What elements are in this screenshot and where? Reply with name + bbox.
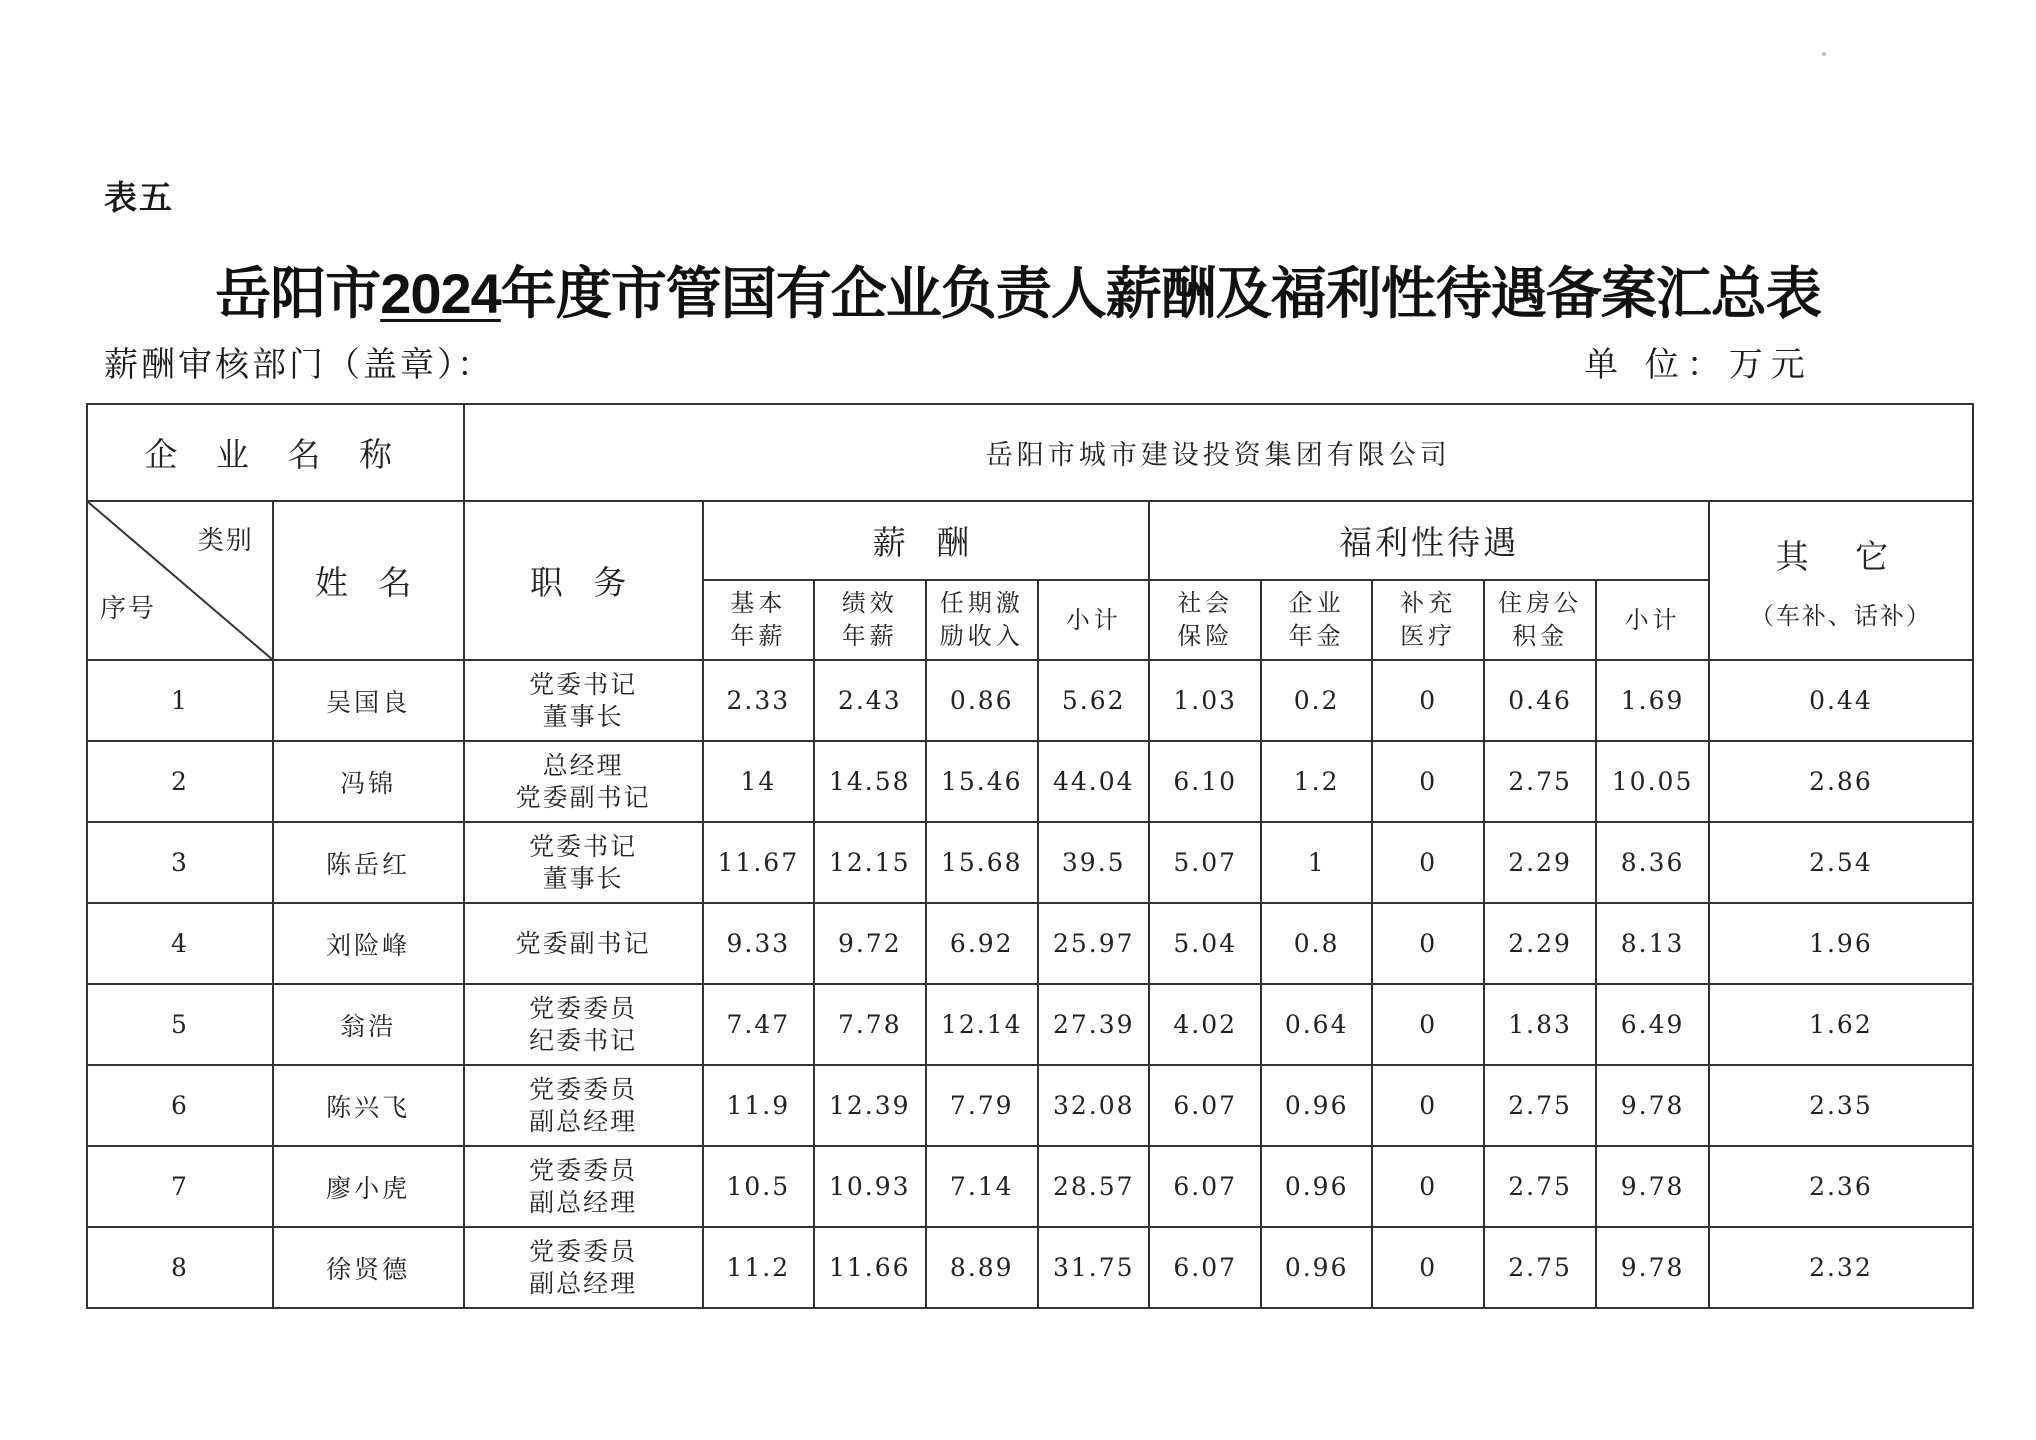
salary-col-header bbox=[814, 580, 925, 660]
name-cell: 廖小虎 bbox=[273, 1146, 464, 1227]
other-title: 其 它 bbox=[1775, 536, 1907, 576]
header-group-row bbox=[87, 501, 1973, 580]
other-allowance-cell: 2.36 bbox=[1709, 1146, 1973, 1227]
col-header-line: 企业 bbox=[1288, 589, 1345, 617]
welfare-col-header bbox=[1372, 580, 1483, 660]
salary-subtotal-cell: 31.75 bbox=[1038, 1227, 1149, 1308]
salary-group-header: 薪 酬 bbox=[703, 501, 1150, 580]
performance-salary-cell: 9.72 bbox=[814, 903, 925, 984]
department-label: 薪酬审核部门（盖章）： bbox=[104, 345, 494, 385]
performance-salary-cell: 11.66 bbox=[814, 1227, 925, 1308]
table-body bbox=[87, 660, 1973, 1308]
annuity-cell: 0.8 bbox=[1261, 903, 1372, 984]
welfare-col-header bbox=[1149, 580, 1260, 660]
other-allowance-cell: 1.96 bbox=[1709, 903, 1973, 984]
housing-fund-cell: 2.75 bbox=[1484, 1227, 1596, 1308]
supplementary-medical-cell: 0 bbox=[1372, 660, 1483, 741]
col-header-line: 小计 bbox=[1624, 605, 1681, 634]
welfare-subtotal-cell: 9.78 bbox=[1596, 1146, 1708, 1227]
supplementary-medical-cell: 0 bbox=[1372, 984, 1483, 1065]
name-cell: 徐贤德 bbox=[273, 1227, 464, 1308]
col-header-line: 补充 bbox=[1400, 589, 1457, 617]
salary-subtotal-cell: 28.57 bbox=[1038, 1146, 1149, 1227]
welfare-subtotal-cell: 8.13 bbox=[1596, 903, 1708, 984]
social-insurance-cell: 5.07 bbox=[1149, 822, 1260, 903]
position-cell bbox=[464, 741, 703, 822]
position-line: 党委委员 bbox=[529, 1236, 638, 1266]
other-subtitle: （车补、话补） bbox=[1749, 601, 1932, 630]
col-header-line: 任期激 bbox=[939, 589, 1024, 617]
performance-salary-cell: 7.78 bbox=[814, 984, 925, 1065]
other-allowance-cell: 2.32 bbox=[1709, 1227, 1973, 1308]
welfare-subtotal-cell: 9.78 bbox=[1596, 1227, 1708, 1308]
position-header: 职 务 bbox=[464, 501, 703, 660]
housing-fund-cell: 2.29 bbox=[1484, 822, 1596, 903]
col-header-line: 医疗 bbox=[1400, 622, 1457, 650]
welfare-subtotal-cell: 9.78 bbox=[1596, 1065, 1708, 1146]
housing-fund-cell: 1.83 bbox=[1484, 984, 1596, 1065]
seq-cell: 1 bbox=[87, 660, 273, 741]
base-salary-cell: 11.9 bbox=[703, 1065, 814, 1146]
col-header-line: 积金 bbox=[1512, 622, 1569, 650]
col-header-line: 小计 bbox=[1065, 605, 1122, 634]
social-insurance-cell: 6.07 bbox=[1149, 1227, 1260, 1308]
company-row bbox=[87, 404, 1973, 501]
position-line: 董事长 bbox=[542, 701, 624, 731]
title-prefix: 岳阳市 bbox=[215, 262, 381, 327]
seq-cell: 2 bbox=[87, 741, 273, 822]
col-header-line: 保险 bbox=[1177, 622, 1234, 650]
base-salary-cell: 7.47 bbox=[703, 984, 814, 1065]
table-row bbox=[87, 822, 1973, 903]
position-cell bbox=[464, 984, 703, 1065]
name-cell: 翁浩 bbox=[273, 984, 464, 1065]
performance-salary-cell: 2.43 bbox=[814, 660, 925, 741]
base-salary-cell: 11.67 bbox=[703, 822, 814, 903]
unit-label: 单 位：万元 bbox=[1584, 345, 1813, 385]
position-line: 纪委书记 bbox=[529, 1025, 638, 1055]
housing-fund-cell: 0.46 bbox=[1484, 660, 1596, 741]
salary-subtotal-cell: 25.97 bbox=[1038, 903, 1149, 984]
name-cell: 陈岳红 bbox=[273, 822, 464, 903]
welfare-col-header bbox=[1484, 580, 1596, 660]
tenure-incentive-cell: 7.14 bbox=[926, 1146, 1038, 1227]
base-salary-cell: 9.33 bbox=[703, 903, 814, 984]
base-salary-cell: 11.2 bbox=[703, 1227, 814, 1308]
salary-subtotal-cell: 32.08 bbox=[1038, 1065, 1149, 1146]
seq-cell: 7 bbox=[87, 1146, 273, 1227]
tenure-incentive-cell: 7.79 bbox=[926, 1065, 1038, 1146]
name-cell: 吴国良 bbox=[273, 660, 464, 741]
position-line: 副总经理 bbox=[529, 1106, 638, 1136]
performance-salary-cell: 12.39 bbox=[814, 1065, 925, 1146]
title-year: 2024 bbox=[380, 262, 501, 325]
welfare-subtotal-cell: 1.69 bbox=[1596, 660, 1708, 741]
col-header-line: 年金 bbox=[1288, 622, 1345, 650]
tenure-incentive-cell: 15.46 bbox=[926, 741, 1038, 822]
tenure-incentive-cell: 15.68 bbox=[926, 822, 1038, 903]
position-line: 副总经理 bbox=[529, 1187, 638, 1217]
position-line: 党委委员 bbox=[529, 1074, 638, 1104]
seq-cell: 5 bbox=[87, 984, 273, 1065]
tenure-incentive-cell: 6.92 bbox=[926, 903, 1038, 984]
seq-label: 序号 bbox=[100, 594, 157, 624]
company-label: 企 业 名 称 bbox=[87, 404, 464, 501]
tenure-incentive-cell: 0.86 bbox=[926, 660, 1038, 741]
other-allowance-cell: 1.62 bbox=[1709, 984, 1973, 1065]
table-row bbox=[87, 984, 1973, 1065]
col-header-line: 社会 bbox=[1177, 589, 1234, 617]
seq-cell: 4 bbox=[87, 903, 273, 984]
supplementary-medical-cell: 0 bbox=[1372, 1146, 1483, 1227]
salary-col-header bbox=[926, 580, 1038, 660]
scan-dot bbox=[1822, 52, 1826, 56]
table-row bbox=[87, 1227, 1973, 1308]
welfare-col-header bbox=[1596, 580, 1708, 660]
position-line: 党委委员 bbox=[529, 1155, 638, 1185]
salary-subtotal-cell: 39.5 bbox=[1038, 822, 1149, 903]
title-suffix: 年度市管国有企业负责人薪酬及福利性待遇备案汇总表 bbox=[500, 262, 1821, 327]
base-salary-cell: 2.33 bbox=[703, 660, 814, 741]
social-insurance-cell: 6.07 bbox=[1149, 1065, 1260, 1146]
position-line: 党委书记 bbox=[529, 831, 638, 861]
position-cell bbox=[464, 660, 703, 741]
col-header-line: 励收入 bbox=[939, 622, 1024, 650]
position-line: 总经理 bbox=[542, 750, 624, 780]
document-title bbox=[0, 250, 2036, 330]
seq-cell: 8 bbox=[87, 1227, 273, 1308]
performance-salary-cell: 12.15 bbox=[814, 822, 925, 903]
supplementary-medical-cell: 0 bbox=[1372, 822, 1483, 903]
position-cell bbox=[464, 1227, 703, 1308]
tenure-incentive-cell: 12.14 bbox=[926, 984, 1038, 1065]
performance-salary-cell: 10.93 bbox=[814, 1146, 925, 1227]
social-insurance-cell: 4.02 bbox=[1149, 984, 1260, 1065]
position-line: 董事长 bbox=[542, 863, 624, 893]
salary-subtotal-cell: 44.04 bbox=[1038, 741, 1149, 822]
table-row bbox=[87, 1065, 1973, 1146]
table-row bbox=[87, 741, 1973, 822]
position-cell bbox=[464, 1065, 703, 1146]
position-cell bbox=[464, 822, 703, 903]
welfare-subtotal-cell: 6.49 bbox=[1596, 984, 1708, 1065]
salary-col-header bbox=[703, 580, 814, 660]
salary-col-header bbox=[1038, 580, 1149, 660]
col-header-line: 基本 bbox=[730, 589, 787, 617]
other-allowance-cell: 0.44 bbox=[1709, 660, 1973, 741]
col-header-line: 年薪 bbox=[730, 622, 787, 650]
annuity-cell: 0.96 bbox=[1261, 1146, 1372, 1227]
annuity-cell: 1.2 bbox=[1261, 741, 1372, 822]
position-line: 党委副书记 bbox=[515, 782, 651, 812]
welfare-group-header: 福利性待遇 bbox=[1149, 501, 1708, 580]
housing-fund-cell: 2.29 bbox=[1484, 903, 1596, 984]
supplementary-medical-cell: 0 bbox=[1372, 741, 1483, 822]
tenure-incentive-cell: 8.89 bbox=[926, 1227, 1038, 1308]
social-insurance-cell: 6.10 bbox=[1149, 741, 1260, 822]
annuity-cell: 0.64 bbox=[1261, 984, 1372, 1065]
category-seq-header bbox=[87, 501, 273, 660]
welfare-col-header bbox=[1261, 580, 1372, 660]
social-insurance-cell: 1.03 bbox=[1149, 660, 1260, 741]
supplementary-medical-cell: 0 bbox=[1372, 1227, 1483, 1308]
housing-fund-cell: 2.75 bbox=[1484, 741, 1596, 822]
seq-cell: 6 bbox=[87, 1065, 273, 1146]
annuity-cell: 0.2 bbox=[1261, 660, 1372, 741]
seq-cell: 3 bbox=[87, 822, 273, 903]
annuity-cell: 1 bbox=[1261, 822, 1372, 903]
position-line: 党委委员 bbox=[529, 993, 638, 1023]
supplementary-medical-cell: 0 bbox=[1372, 1065, 1483, 1146]
name-header: 姓 名 bbox=[273, 501, 464, 660]
name-cell: 陈兴飞 bbox=[273, 1065, 464, 1146]
other-header bbox=[1709, 501, 1973, 660]
col-header-line: 住房公 bbox=[1498, 589, 1583, 617]
other-allowance-cell: 2.54 bbox=[1709, 822, 1973, 903]
position-line: 党委书记 bbox=[529, 669, 638, 699]
base-salary-cell: 14 bbox=[703, 741, 814, 822]
salary-summary-table bbox=[86, 403, 1974, 1309]
table-row bbox=[87, 1146, 1973, 1227]
social-insurance-cell: 6.07 bbox=[1149, 1146, 1260, 1227]
category-label: 类别 bbox=[197, 526, 254, 556]
welfare-subtotal-cell: 8.36 bbox=[1596, 822, 1708, 903]
welfare-subtotal-cell: 10.05 bbox=[1596, 741, 1708, 822]
table-row bbox=[87, 660, 1973, 741]
supplementary-medical-cell: 0 bbox=[1372, 903, 1483, 984]
social-insurance-cell: 5.04 bbox=[1149, 903, 1260, 984]
company-name: 岳阳市城市建设投资集团有限公司 bbox=[464, 404, 1973, 501]
performance-salary-cell: 14.58 bbox=[814, 741, 925, 822]
name-cell: 冯锦 bbox=[273, 741, 464, 822]
housing-fund-cell: 2.75 bbox=[1484, 1146, 1596, 1227]
annuity-cell: 0.96 bbox=[1261, 1065, 1372, 1146]
other-allowance-cell: 2.86 bbox=[1709, 741, 1973, 822]
housing-fund-cell: 2.75 bbox=[1484, 1065, 1596, 1146]
name-cell: 刘险峰 bbox=[273, 903, 464, 984]
base-salary-cell: 10.5 bbox=[703, 1146, 814, 1227]
salary-subtotal-cell: 5.62 bbox=[1038, 660, 1149, 741]
table-number: 表五 bbox=[104, 178, 174, 217]
other-allowance-cell: 2.35 bbox=[1709, 1065, 1973, 1146]
position-cell bbox=[464, 903, 703, 984]
position-line: 党委副书记 bbox=[515, 928, 651, 958]
position-cell bbox=[464, 1146, 703, 1227]
table-row bbox=[87, 903, 1973, 984]
salary-subtotal-cell: 27.39 bbox=[1038, 984, 1149, 1065]
annuity-cell: 0.96 bbox=[1261, 1227, 1372, 1308]
col-header-line: 绩效 bbox=[841, 589, 898, 617]
col-header-line: 年薪 bbox=[841, 622, 898, 650]
position-line: 副总经理 bbox=[529, 1268, 638, 1298]
